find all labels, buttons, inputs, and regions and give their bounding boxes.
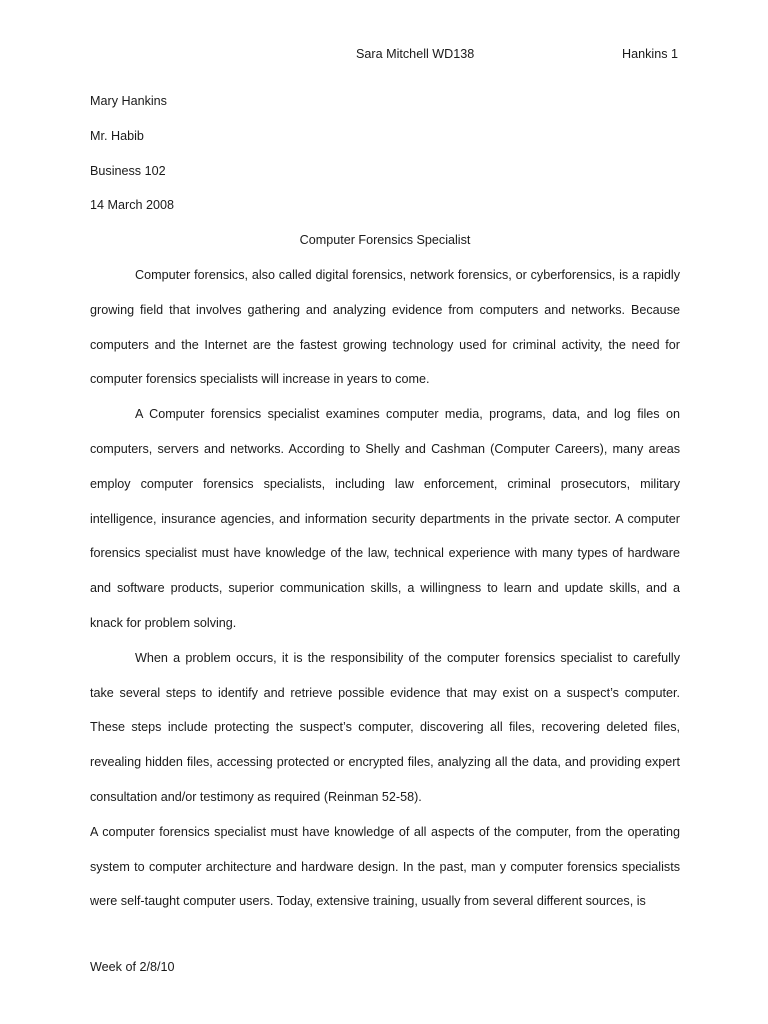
instructor-name: Mr. Habib [90,128,144,143]
paragraph-3: When a problem occurs, it is the responsibility of the computer forensics specialist to carefully take several steps to identify and retrieve possible evidence that may exist on a suspect’s computer. These steps include protecting the suspect’s computer, discovering all files, recovering deleted files, revealing hidden files, accessing protected or encrypted files, analyzing all the data, and providing expert consultation and/or testimony as required (Reinman 52-58). [90,650,680,804]
document-title: Computer Forensics Specialist [299,233,471,248]
footer-week: Week of 2/8/10 [90,960,175,974]
paragraph-2: A Computer forensics specialist examines computer media, programs, data, and log files on computers, servers and networks. According to Shelly and Cashman (Computer Careers), many areas employ computer forensics specialists, including law enforcement, criminal prosecutors, military intelligence, insurance agencies, and information security departments in the private sector. A computer forensics specialist must have knowledge of the law, technical experience with many types of hardware and software products, superior communication skills, a willingness to learn and update skills, and a knack for problem solving. [90,407,680,630]
document-date: 14 March 2008 [90,198,175,213]
course-name: Business 102 [90,163,166,178]
student-name: Mary Hankins [90,94,167,108]
header-author-code: Sara Mitchell WD138 [356,47,475,61]
paragraph-4: A computer forensics specialist must have knowledge of all aspects of the computer, from the operating system to computer architecture and hardware design. In the past, man y computer forensics specialists were self-taught computer users. Today, extensive training, usually from several different sources, is [90,824,680,909]
header-page-number: Hankins 1 [622,47,679,61]
paragraph-1: Computer forensics, also called digital forensics, network forensics, or cyberforensics, is a rapidly growing field that involves gathering and analyzing evidence from computers and networks. Because computers and the Internet are the fastest growing technology used for criminal activity, the need for computer forensics specialists will increase in years to come. [90,267,680,387]
document-body [90,84,680,919]
